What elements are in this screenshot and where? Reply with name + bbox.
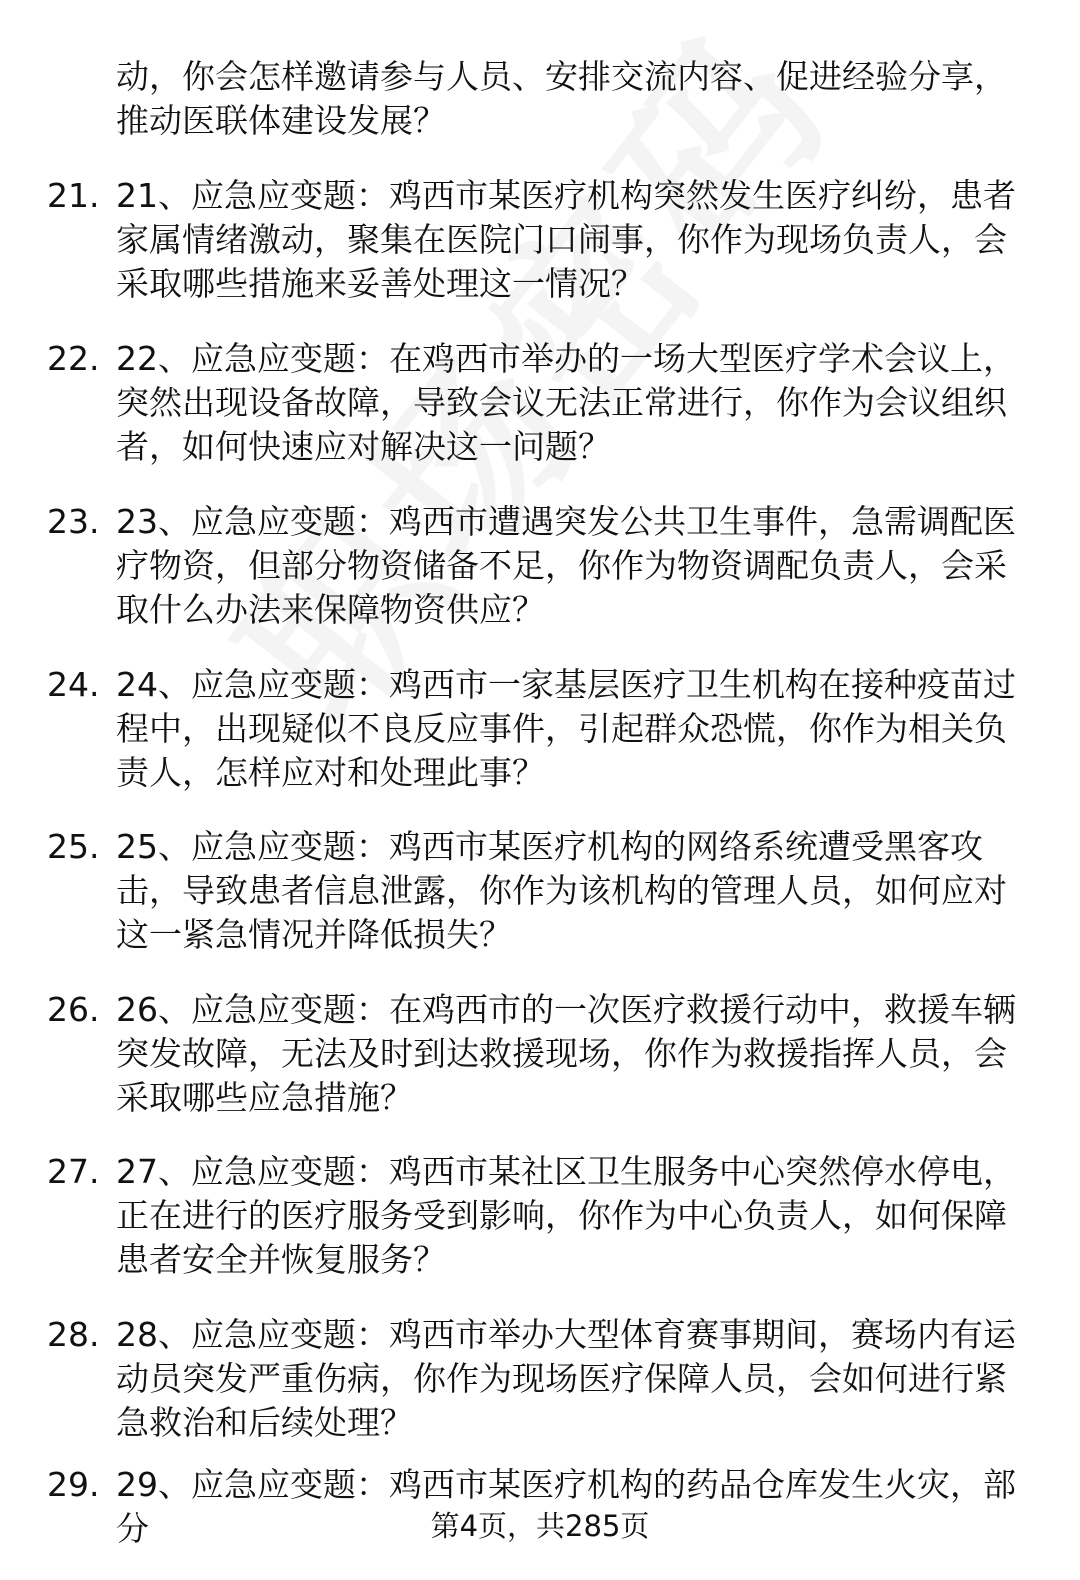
question-number: 29. — [47, 1465, 100, 1504]
question-text: 21、应急应变题：鸡西市某医疗机构突然发生医疗纠纷，患者家属情绪激动，聚集在医院门口闹事，你作为现场负责人，会采取哪些措施来妥善处理这一情况？ — [116, 176, 1016, 303]
question-text: 24、应急应变题：鸡西市一家基层医疗卫生机构在接种疫苗过程中，出现疑似不良反应事件，引起群众恐慌，你作为相关负责人，怎样应对和处理此事？ — [116, 665, 1016, 792]
question-text: 27、应急应变题：鸡西市某社区卫生服务中心突然停水停电，正在进行的医疗服务受到影响，你作为中心负责人，如何保障患者安全并恢复服务？ — [116, 1152, 1016, 1279]
question-number: 21. — [47, 176, 100, 215]
question-text: 22、应急应变题：在鸡西市举办的一场大型医疗学术会议上，突然出现设备故障，导致会议无法正常进行，你作为会议组织者，如何快速应对解决这一问题？ — [116, 339, 1016, 466]
question-text: 29、应急应变题：鸡西市某医疗机构的药品仓库发生火灾，部分 — [116, 1465, 1016, 1548]
question-number: 27. — [47, 1152, 100, 1191]
page-footer: 第4页，共285页 — [430, 1509, 650, 1543]
question-number: 28. — [47, 1315, 100, 1354]
question-number: 25. — [47, 827, 100, 866]
continuation-text: 动，你会怎样邀请参与人员、安排交流内容、促进经验分享，推动医联体建设发展？ — [116, 57, 1007, 140]
question-text: 25、应急应变题：鸡西市某医疗机构的网络系统遭受黑客攻击，导致患者信息泄露，你作为该机构的管理人员，如何应对这一紧急情况并降低损失？ — [116, 827, 1007, 954]
question-text: 28、应急应变题：鸡西市举办大型体育赛事期间，赛场内有运动员突发严重伤病，你作为现场医疗保障人员，会如何进行紧急救治和后续处理？ — [116, 1315, 1016, 1442]
question-number: 24. — [47, 665, 100, 704]
question-text: 26、应急应变题：在鸡西市的一次医疗救援行动中，救援车辆突发故障，无法及时到达救援现场，你作为救援指挥人员，会采取哪些应急措施？ — [116, 990, 1016, 1117]
question-number: 22. — [47, 339, 100, 378]
question-number: 23. — [47, 502, 100, 541]
question-number: 26. — [47, 990, 100, 1029]
question-text: 23、应急应变题：鸡西市遭遇突发公共卫生事件，急需调配医疗物资，但部分物资储备不足，你作为物资调配负责人，会采取什么办法来保障物资供应？ — [116, 502, 1016, 629]
